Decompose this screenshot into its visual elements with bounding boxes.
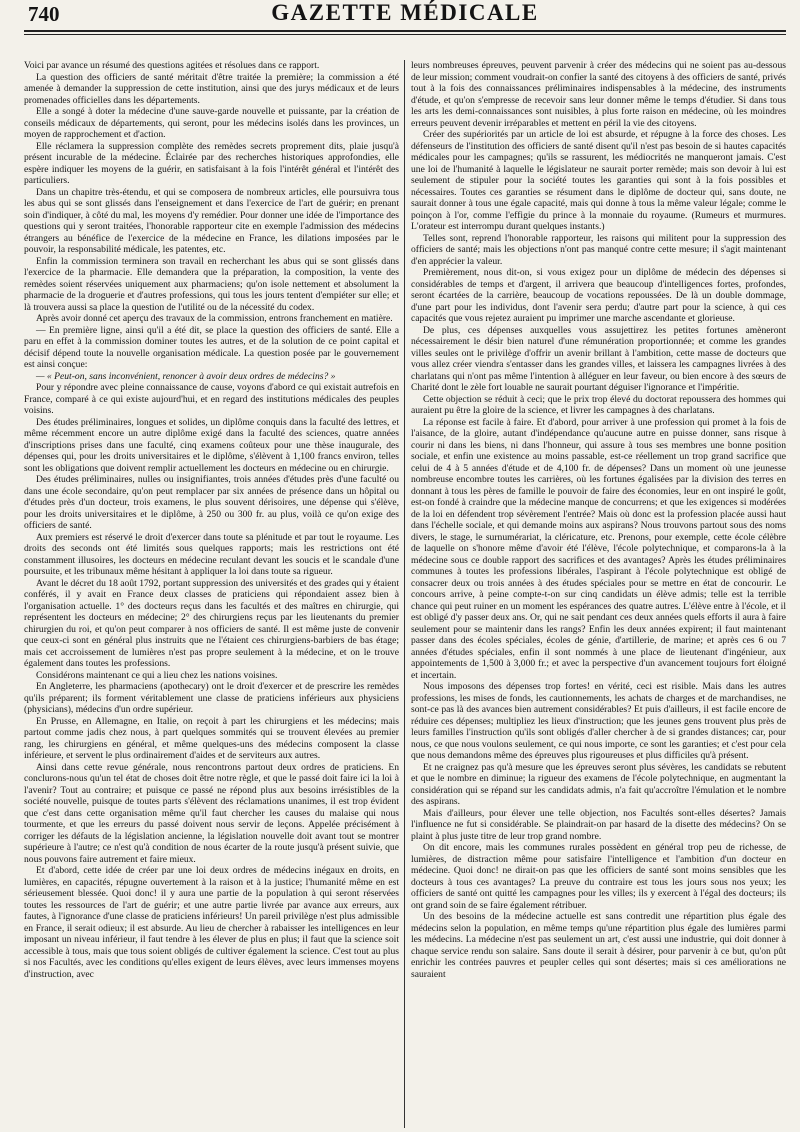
left-paragraph-7: Après avoir donné cet aperçu des travaux de la commission, entrons franchement en matière. [36,313,393,324]
right-paragraph-9: Et ne craignez pas qu'à mesure que les épreuves seront plus sévères, les candidats se rebutent et que le nombre en diminue; la rigueur des examens de l'école polytechnique, en augmentant la considération qui se répand sur les candidats admis, n'a fait qu'accroître l'émulation et le nombre des aspirans. [411,761,786,807]
left-paragraph-10: Pour y répondre avec pleine connaissance de cause, voyons d'abord ce qui existait autrefois en France, comparé à ce qui existe aujourd'hui, et en regard des institutions médicales des peuples voisins. [24,382,399,416]
left-paragraph-3: Elle a songé à doter la médecine d'une sauve-garde nouvelle et puissante, par la création de conseils médicaux de départements, qui seront, pour les médecins isolés dans les provinces, un moyen de rapprochement et d'action. [24,106,399,140]
left-paragraph-question: — « Peut-on, sans inconvénient, renoncer à avoir deux ordres de médecins? » [36,370,336,382]
left-paragraph-4: Elle réclamera la suppression complète des remèdes secrets proprement dits, plaie jusqu'à présent incurable de la médecine. Éclairée par des recherches historiques approfondies, elle espère indiquer les moyens de la guérir, en satisfaisant à la fois l'intérêt général et l'intérêt des particuliers. [24,140,399,186]
left-paragraph-14: Avant le décret du 18 août 1792, portant suppression des universités et des grades qui y étaient conférés, il y avait en France deux classes de praticiens qui répondaient assez bien à l'organisation actuelle. 1° des docteurs reçus dans les facultés et des maîtres en chirurgie, qui représentent les docteurs en médecine; 2° des chirurgiens reçus par les lieutenants du premier chirurgien du roi, et qu'on peut comparer à nos officiers de santé. Il est même juste de convenir que ceux-ci sont en général plus instruits que ne l'étaient ces chirurgiens-barbiers de bas étage; mais cet accroissement de lumières n'est pas propre seulement à la médecine, et on le trouve également dans toutes les professions. [24,577,399,669]
left-paragraph-15: Considérons maintenant ce qui a lieu chez les nations voisines. [36,669,278,681]
masthead-title: GAZETTE MÉDICALE [271,0,539,25]
left-paragraph-1: Voici par avance un résumé des questions agitées et résolues dans ce rapport. [24,60,320,71]
right-paragraph-12: Un des besoins de la médecine actuelle est sans contredit une répartition plus égale des médecins selon la population, en même temps qu'une répartition plus égale des lumières parmi les médecins. La médecine n'est pas seulement un art, c'est aussi une industrie, qui doit donner à chaque service rendu son salaire. Sans doute il serait à désirer, pour parvenir à ce but, qu'on pût enrichir les contrées pauvres et peupler celles qui sont désertes; mais si ces améliorations ne sauraient [411,911,786,980]
right-paragraph-8: Nous imposons des dépenses trop fortes! en vérité, ceci est risible. Mais dans les autres professions, les mises de fonds, les cautionnements, les achats de charges et de marchandises, ne sont-ce pas là des avances bien autrement considérables? Et puis d'ailleurs, il est facile encore de réduire ces dépenses; multipliez les lieux d'instruction; que les jeunes gens trouvent plus près de leurs familles l'instruction qu'ils sont obligés d'aller chercher à de si grandes distances; car, pour nous, ce que nous voulons seulement, ce qui nous importe, ce sont les garanties; et c'est pour cela que nous demandons même des épreuves plus rigoureuses et plus difficiles qu'à présent. [411,681,786,761]
page-header [24,0,786,30]
right-paragraph-2: Créer des supériorités par un article de loi est absurde, et répugne à la force des choses. Les défenseurs de l'institution des officiers de santé disent qu'il n'est pas besoin de si hautes capacités médicales pour les campagnes; qu'ils se rassurent, les médiocrités ne manqueront jamais. C'est une loi de l'humanité à laquelle le législateur ne saurait porter remède; mais son devoir à lui est seulement de stipuler pour la société toutes les garanties qui sont à la fois possibles et nécessaires. Toutes ces garanties se résument dans le diplôme de docteur qui, sans doute, ne saurait donner à tous une égale capacité, mais qui donne à tous la même valeur légale; comme le poinçon à l'or, comme l'effigie du prince à la monnaie du royaume. (Rumeurs et murmures. L'orateur est interrompu durant quelques instants.) [411,129,786,232]
right-paragraph-4: Premièrement, nous dit-on, si vous exigez pour un diplôme de médecin des dépenses si considérables de temps et d'argent, il arrivera que beaucoup d'intelligences fortes, profondes, seront écartées de la carrière, beaucoup de vocations repoussées. De là un double dommage, d'une part pour les individus, dont l'avenir sera perdu; d'autre part pour la science, à qui ces capacités que vous rejetez auraient pu imprimer une marche ascendante et glorieuse. [411,267,786,324]
left-paragraph-16: En Angleterre, les pharmaciens (apothecary) ont le droit d'exercer et de prescrire les remèdes qu'ils préparent; ils forment véritablement une classe de praticiens inférieurs aux physiciens (physicians), médecins d'un ordre supérieur. [24,681,399,715]
left-paragraph-11: Des études préliminaires, longues et solides, un diplôme conquis dans la faculté des lettres, et même récemment encore un autre diplôme exigé dans la faculté des sciences, quatre années d'inscriptions prises dans une faculté, cinq examens coûteux pour une thèse inaugurale, des dépenses qui, pour les droits universitaires et le diplôme, s'élèvent à 1,100 francs environ, telles sont les obligations que doivent remplir actuellement les docteurs en médecine ou en chirurgie. [24,416,399,474]
left-paragraph-5: Dans un chapitre très-étendu, et qui se composera de nombreux articles, elle poursuivra tous les abus qui se sont glissés dans l'enseignement et dans l'exercice de l'art de guérir; en prenant soin d'indiquer, à côté du mal, les moyens d'y remédier. Pour donner une idée de l'importance des questions qui y seront traitées, l'honorable rapporteur cite en exemple l'admission des médecins étrangers au bénéfice de l'exercice de la médecine en France, les dilations imposées par le pouvoir, la responsabilité médicale, les patentes, etc. [24,186,399,255]
header-rule-thin [24,34,786,35]
right-paragraph-3: Telles sont, reprend l'honorable rapporteur, les raisons qui militent pour la suppression des officiers de santé; mais les objections n'ont pas manqué contre cette mesure; il s'agit maintenant d'en apprécier la valeur. [411,232,786,267]
header-rule [24,30,786,32]
right-paragraph-7: La réponse est facile à faire. Et d'abord, pour arriver à une profession qui promet à la fois de l'aisance, de la gloire, autant d'indépendance qu'aucune autre en puisse donner, sans risque à courir ni dans les biens, ni dans l'honneur, qui assure à tous ses membres une bonne position sociale, et enfin une existence au moins passable, est-ce réellement un trop grand sacrifice que celui de 4 à 5 années d'étude et de 4,100 fr. de dépenses? Dans un moment où une jeunesse nombreuse encombre toutes les carrières, où les fortunes égalisées par la division des terres en donnant à tous les pères de famille le pouvoir de faire des économies, leur en ont inspiré le goût, est-on fondé à craindre que la médecine manque de concurrens; et que les exigences si modérées de la loi en défendent trop sévèrement l'entrée? Mais où donc est la profession placée aussi haut dans l'échelle sociale, et qui demande moins aux aspirans? Nous trouvons partout sous des noms divers, le stage, le surnumérariat, la cléricature, etc. Prenons, pour exemple, cette école célèbre de laquelle on s'honore même d'avoir été l'élève, l'école polytechnique, et comparons-la à la médecine sous ce double rapport des sacrifices et des avantages? Après les études préliminaires communes à toutes les professions libérales, l'aspirant à l'école polytechnique est obligé de consacrer deux ou trois années à des études spéciales pour se mettre en état de concourir. Le concours arrive, à peine compte-t-on sur cinq candidats un élève admis; telle est la terrible chance qui peut ruiner en un moment les espérances des quatre autres. L'élève entre à l'école, et il est obligé d'y passer deux ans. Or, qui ne sait pendant ces deux années quels efforts il aura à faire seulement pour se maintenir dans les rangs? Enfin les deux années expirent; il faut maintenant passer dans des écoles spéciales, écoles de génie, d'artillerie, de marine; et après ces 6 ou 7 années d'études spéciales, enfin il sont nommés à une place de lieutenant d'ingénieur, aux appointements de 1,500 à 3,000 fr.; et avec la perspective d'un avancement toujours fort éloigné et incertain. [411,416,786,681]
right-paragraph-6: Cette objection se réduit à ceci; que le prix trop élevé du doctorat repoussera des hommes qui auraient pu être la gloire de la science, et livrer les campagnes à des charlatans. [411,393,786,416]
left-paragraph-18: Ainsi dans cette revue générale, nous rencontrons partout deux ordres de praticiens. En conclurons-nous qu'un tel état de choses doit être notre règle, et que le passé doit faire ici la loi à l'avenir? Tout au contraire; et puisque ce passé ne répond plus aux besoins irrésistibles de la société nouvelle, puisque de toutes parts s'élèvent des réclamations unanimes, il est trop évident que c'est dans cette organisation même qu'il faut chercher les causes du malaise qui nous tourmente, et que les erreurs du passé doivent nous servir de leçons. Appelée précisément à corriger les défauts de la législation ancienne, la législation nouvelle doit avant tout se montrer supérieure à l'autre; ce n'est qu'à condition de nous écarter de la route jusqu'à présent suivie, que nous pouvons faire autrement et faire mieux. [24,761,399,865]
left-paragraph-19: Et d'abord, cette idée de créer par une loi deux ordres de médecins inégaux en droits, en lumières, en capacités, répugne ouvertement à la raison et à la justice; l'humanité même en est sérieusement blessée. Quoi donc! il y aura une partie de la population à qui seront réservées toutes les ressources de l'art de guérir; et une autre partie livrée par avance aux erreurs, aux fautes, à l'ignorance d'une classe de praticiens inférieurs! Un pareil privilège n'est plus admissible en France, il serait odieux; il est absurde. Au lieu de chercher à rabaisser les intelligences en leur imposant un niveau inférieur, il faut tendre à les élever de plus en plus; il faut que la science soit accessible à tous, mais que tous soient obligés de cultiver également la science. C'est tout au plus si nos Facultés, avec les conditions qu'elles exigent de leurs élèves, avec leurs immenses moyens d'instruction, avec [24,865,399,980]
left-paragraph-13: Aux premiers est réservé le droit d'exercer dans toute sa plénitude et par tout le royaume. Les droits des seconds ont été limités sous quelques rapports; mais les restrictions ont été constamment illusoires, les docteurs en médecine reculant devant les soucis et le scandale d'une poursuite, et les tribunaux même hésitant à appliquer la loi dans toute sa rigueur. [24,531,399,577]
right-paragraph-1: leurs nombreuses épreuves, peuvent parvenir à créer des médecins qui ne soient pas au-dessous de leur mission; comment voudrait-on confier la santé des citoyens à des officiers de santé, privés tout à la fois des connaissances préliminaires indispensables à la médecine, des instruments d'étude, et qu'on s'empresse de recevoir sans leur donner même le temps d'étudier. Si dans tous les arts les demi-connaissances sont nuisibles, à plus forte raison en médecine, où les moindres erreurs peuvent devenir irréparables et mettent en péril la vie des citoyens. [411,60,786,129]
left-paragraph-12: Des études préliminaires, nulles ou insignifiantes, trois années d'études près d'une faculté ou dans une école secondaire, qu'on peut remplacer par six années de présence dans un hôpital ou d'études près d'un docteur, trois examens, le plus souvent dérisoires, une dépense qui s'élève, pour les droits universitaires et le diplôme, à 250 ou 300 fr. au plus, voilà ce qu'on exige des officiers de santé. [24,474,399,531]
left-paragraph-2: La question des officiers de santé méritait d'être traitée la première; la commission a été amenée à demander la suppression de cette institution, ainsi que des jurys médicaux et de leurs promenades officielles dans les départements. [24,71,399,106]
left-paragraph-8: — En première ligne, ainsi qu'il a été dit, se place la question des officiers de santé. Elle a paru en effet à la commission dominer toutes les autres, et de la solution de ce point capital et décisif dépend toute la nouvelle organisation médicale. La question posée par le gouvernement est ainsi conçue: [24,324,399,370]
left-paragraph-6: Enfin la commission terminera son travail en recherchant les abus qui se sont glissés dans l'exercice de la pharmacie. Elle demandera que la préparation, la composition, la vente des remèdes soient réservées uniquement aux pharmaciens; qu'on isole nettement et absolument la pharmacie de la droguerie et d'autres professions, qui tous les jours tentent d'empiéter sur elle; et là trouvera aussi sa place la question de l'utilité ou de la nécessité du codex. [24,255,399,313]
left-paragraph-17: En Prusse, en Allemagne, en Italie, on reçoit à part les chirurgiens et les médecins; mais partout comme jadis chez nous, à part quelques sommités qui se trouvent élevées au premier rang, les chirurgiens en général, et même quelques-uns des médecins composent la classe inférieure, et servent le plus ordinairement d'aides et de serviteurs aux autres. [24,715,399,761]
right-column [405,60,786,1128]
left-column [24,60,405,1128]
right-paragraph-5: De plus, ces dépenses auxquelles vous assujettirez les petites fortunes amèneront nécessairement le désir bien naturel d'une rémunération proportionnée; et comme les grandes villes seules ont le privilège d'offrir un avenir brillant à l'ambition, cette masse de docteurs que vous allez créer viendra s'entasser dans les grandes villes, et laissera les campagnes livrées à des charlatans qui n'ont pas même l'intention à alléguer en leur faveur, ou bien encore à des sœurs de Charité dont le zèle fort louable ne saurait pourtant déguiser l'ignorance et l'impéritie. [411,324,786,393]
text-columns [24,60,786,1128]
page-number: 740 [28,2,60,26]
right-paragraph-11: On dit encore, mais les communes rurales possèdent en général trop peu de richesse, de lumières, de distraction même pour satisfaire l'intelligence et l'ambition d'un docteur en médecine. Quoi donc! ne dirait-on pas que les officiers de santé sont moins sensibles que les docteurs à tous ces avantages? La preuve du contraire est tous les jours sous nos yeux; les officiers de santé ont quitté les campagnes pour les villes; ils y exercent à l'égal des docteurs; ils ont grand soin de se faire également rétribuer. [411,842,786,911]
right-paragraph-10: Mais d'ailleurs, pour élever une telle objection, nos Facultés sont-elles désertes? Jamais l'influence ne fut si considérable. Se plaindrait-on par hasard de la disette des médecins? On se plaint à plus juste titre de leur trop grand nombre. [411,807,786,842]
